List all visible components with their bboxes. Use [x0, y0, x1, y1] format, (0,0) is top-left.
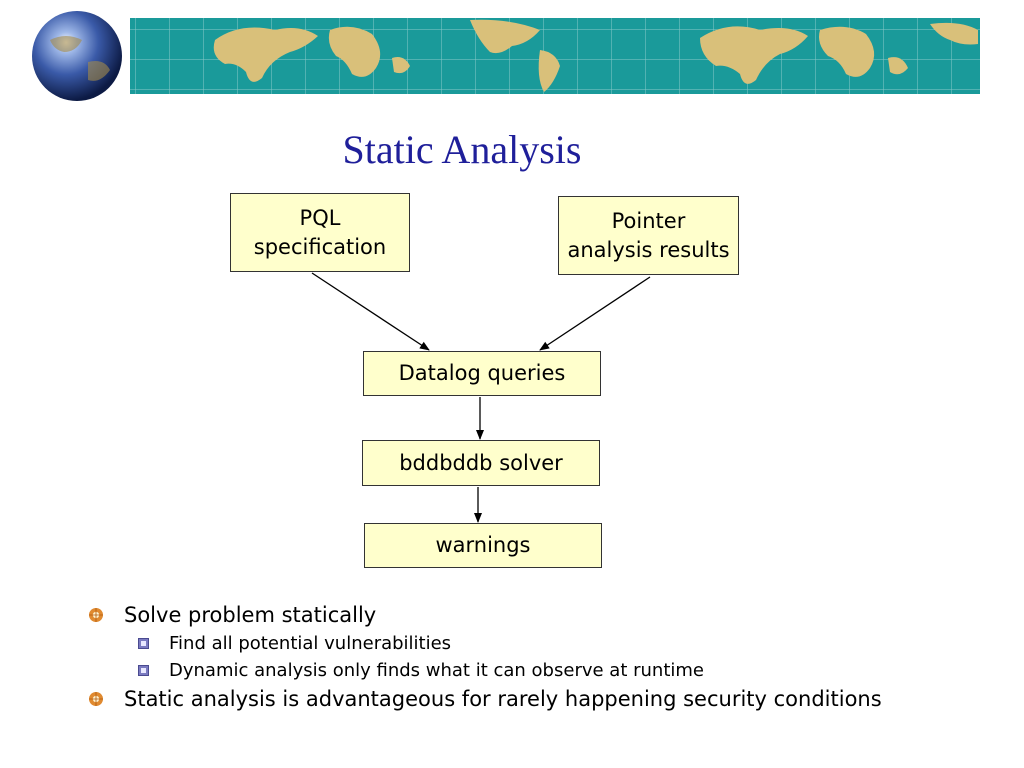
- bullet-list: [88, 600, 1008, 714]
- arrow-pointer-to-datalog: [540, 277, 650, 350]
- datalog-queries-box: [363, 351, 601, 396]
- warnings-box: [364, 523, 602, 568]
- bddbddb-solver-box: [362, 440, 600, 486]
- bullet-item: Static analysis is advantageous for rarely happening security conditions: [88, 684, 1008, 714]
- bullet-icon: [88, 607, 104, 623]
- datalog-label: Datalog queries: [398, 361, 566, 385]
- arrow-pql-to-datalog: [312, 273, 429, 350]
- pql-line-2: specification: [253, 234, 387, 259]
- pointer-analysis-box: [558, 196, 739, 275]
- sub-bullet-icon: [138, 665, 149, 676]
- pointer-line-2: analysis results: [567, 237, 730, 262]
- sub-bullet-item: Dynamic analysis only finds what it can observe at runtime: [88, 657, 1008, 684]
- bullet-icon: [88, 691, 104, 707]
- pql-line-1: PQL: [299, 205, 341, 230]
- warnings-label: warnings: [435, 533, 531, 557]
- bullet-item: Solve problem statically: [88, 600, 1008, 630]
- pql-specification-box: [230, 193, 410, 272]
- solver-label: bddbddb solver: [399, 450, 563, 475]
- sub-bullet-item: Find all potential vulnerabilities: [88, 630, 1008, 657]
- pointer-line-1: Pointer: [611, 208, 686, 233]
- slide-title: Static Analysis: [342, 127, 582, 172]
- sub-bullet-icon: [138, 638, 149, 649]
